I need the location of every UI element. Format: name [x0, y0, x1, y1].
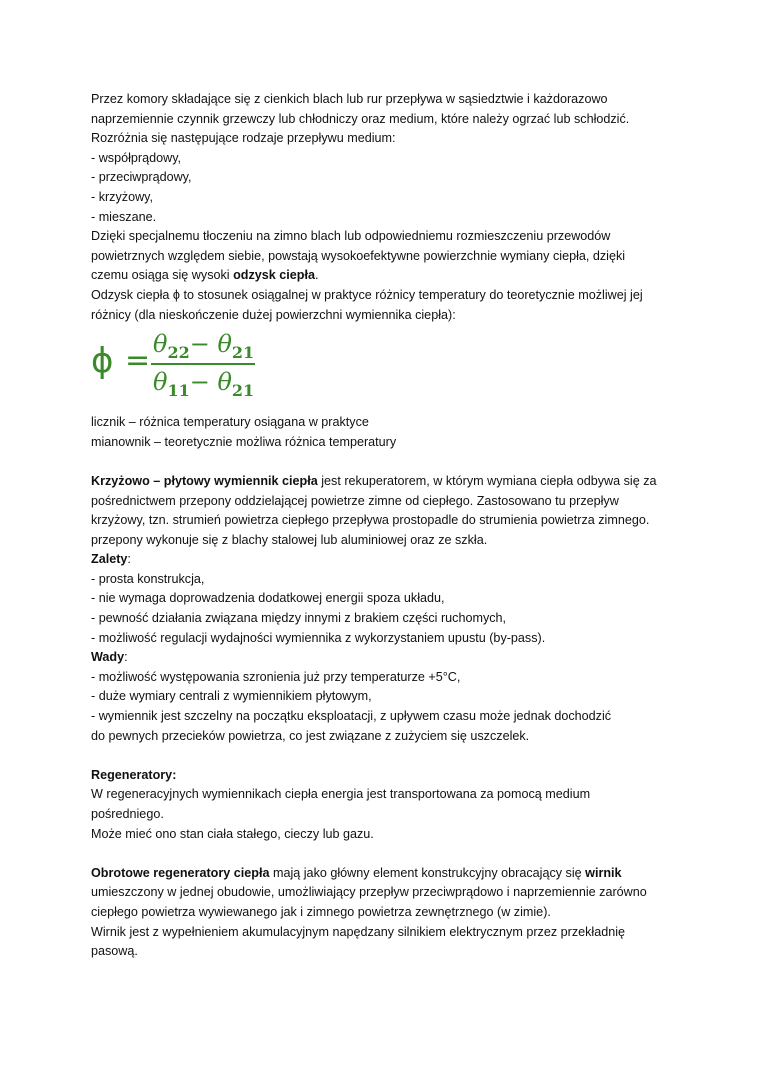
spacer	[91, 746, 691, 766]
heat-recovery-formula	[91, 331, 691, 413]
bold-term-rotor: wirnik	[585, 865, 622, 880]
text-line	[91, 472, 691, 492]
theta-symbol: θ	[153, 330, 168, 359]
text-line	[91, 766, 691, 786]
text-line: Dzięki specjalnemu tłoczeniu na zimno blach lub odpowiedniemu rozmieszczeniu przewodów	[91, 229, 611, 244]
document-page	[91, 90, 691, 962]
fraction-bar	[151, 363, 255, 365]
list-item: - nie wymaga doprowadzenia dodatkowej energii spoza układu,	[91, 591, 445, 606]
text-line: W regeneracyjnych wymiennikach ciepła energia jest transportowana za pomocą medium	[91, 787, 591, 802]
cross-plate-section	[91, 472, 691, 746]
text-line: licznik – różnica temperatury osiągana w praktyce	[91, 415, 369, 430]
intro-paragraph	[91, 90, 691, 325]
list-item: - przeciwprądowy,	[91, 170, 192, 185]
theta-symbol: θ	[217, 330, 232, 359]
text-line: Odzysk ciepła ϕ to stosunek osiągalnej w praktyce różnicy temperatury do teoretycznie możliwej jej	[91, 287, 643, 302]
list-item: - pewność działania związana między innymi z brakiem części ruchomych,	[91, 611, 507, 626]
spacer	[91, 844, 691, 864]
subscript: 22	[167, 343, 190, 363]
pros-heading	[91, 550, 691, 570]
formula-equals: =	[125, 343, 151, 379]
text-line: przepony wykonuje się z blachy stalowej lub aluminiowej oraz ze szkła.	[91, 532, 488, 547]
text-line: Może mieć ono stan ciała stałego, cieczy lub gazu.	[91, 826, 374, 841]
list-item: - współprądowy,	[91, 150, 182, 165]
spacer	[91, 452, 691, 472]
rotary-section	[91, 864, 691, 962]
text-span: mają jako główny element konstrukcyjny obracający się	[269, 865, 586, 880]
text-line: umieszczony w jednej obudowie, umożliwiający przepływ przeciwprądowo i naprzemiennie zarówno	[91, 885, 647, 900]
list-item: - duże wymiary centrali z wymiennikiem płytowym,	[91, 689, 372, 704]
text-line: naprzemiennie czynnik grzewczy lub chłodniczy oraz medium, które należy ogrzać lub schłodzić.	[91, 111, 630, 126]
formula-notes	[91, 413, 691, 452]
list-item: - krzyżowy,	[91, 189, 154, 204]
regenerators-section	[91, 766, 691, 844]
bold-term-heat-recovery: odzysk ciepła	[233, 268, 315, 283]
text-line: ciepłego powietrza wywiewanego jak i zimnego powietrza zewnętrznego (w zimie).	[91, 904, 551, 919]
text-line: powietrznych względem siebie, powstają wysokoefektywne powierzchnie wymiany ciepła, dzięki	[91, 248, 626, 263]
minus-sign: −	[189, 368, 210, 397]
text-span: .	[315, 268, 319, 283]
cons-heading	[91, 648, 691, 668]
text-line: mianownik – teoretycznie możliwa różnica temperatury	[91, 434, 397, 449]
theta-symbol: θ	[153, 368, 168, 397]
section-title: Krzyżowo – płytowy wymiennik ciepła	[91, 473, 318, 488]
list-item: - możliwość występowania szronienia już przy temperaturze +5°C,	[91, 669, 461, 684]
text-line: pasową.	[91, 944, 138, 959]
formula-denominator	[153, 367, 254, 406]
text-span: :	[127, 552, 131, 567]
text-line: do pewnych przecieków powietrza, co jest związane z zużyciem się uszczelek.	[91, 728, 530, 743]
text-line: różnicy (dla nieskończenie dużej powierzchni wymiennika ciepła):	[91, 307, 456, 322]
cons-label: Wady	[91, 650, 125, 665]
list-item: - możliwość regulacji wydajności wymiennika z wykorzystaniem upustu (by-pass).	[91, 630, 546, 645]
subscript: 21	[231, 343, 255, 363]
text-line: Rozróżnia się następujące rodzaje przepływu medium:	[91, 131, 396, 146]
list-item: - mieszane.	[91, 209, 157, 224]
subscript: 11	[167, 381, 190, 401]
text-line: Wirnik jest z wypełnieniem akumulacyjnym napędzany silnikiem elektrycznym przez przekładnię	[91, 924, 626, 939]
text-span: :	[124, 650, 128, 665]
subscript: 21	[231, 381, 255, 401]
text-line: Przez komory składające się z cienkich blach lub rur przepływa w sąsiedztwie i każdorazowo	[91, 92, 608, 106]
theta-symbol: θ	[217, 368, 232, 397]
text-span: czemu osiąga się wysoki	[91, 268, 234, 283]
text-line	[91, 864, 691, 884]
text-span: jest rekuperatorem, w którym wymiana ciepła odbywa się za	[317, 473, 657, 488]
text-line	[91, 266, 691, 286]
list-item: - wymiennik jest szczelny na początku eksploatacji, z upływem czasu może jednak dochodzić	[91, 709, 612, 724]
pros-label: Zalety	[91, 552, 128, 567]
section-title: Obrotowe regeneratory ciepła	[91, 865, 270, 880]
minus-sign: −	[189, 330, 210, 359]
list-item: - prosta konstrukcja,	[91, 571, 205, 586]
section-title: Regeneratory:	[91, 767, 177, 782]
formula-phi: ϕ	[91, 341, 114, 382]
text-line: pośredniego.	[91, 807, 164, 821]
text-line: pośrednictwem przepony oddzielającej powietrze zimne od ciepłego. Zastosowano tu przepływ	[91, 493, 619, 508]
text-line: krzyżowy, tzn. strumień powietrza ciepłego przepływa prostopadle do strumienia powietrza zimnego.	[91, 513, 650, 528]
